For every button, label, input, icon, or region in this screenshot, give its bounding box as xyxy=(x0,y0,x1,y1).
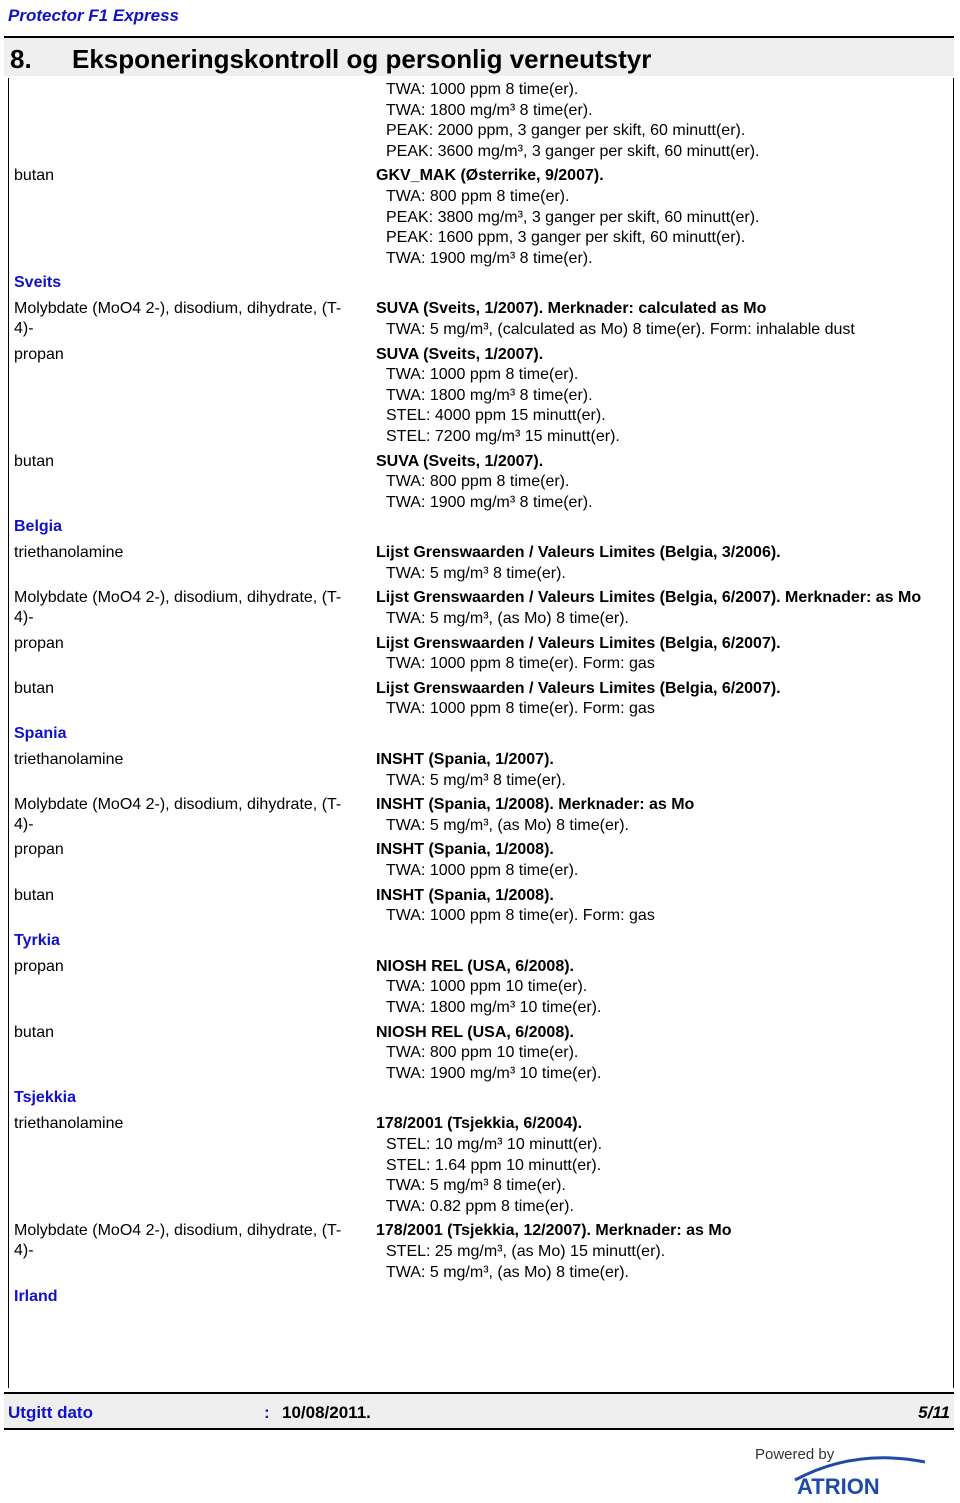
limit-details xyxy=(376,634,944,675)
exposure-limits-content xyxy=(14,80,944,1313)
limit-value: TWA: 5 mg/m³, (as Mo) 8 time(er). xyxy=(386,816,629,834)
limit-value: PEAK: 3800 mg/m³, 3 ganger per skift, 60 minutt(er). xyxy=(386,208,760,226)
limit-row xyxy=(14,957,944,1019)
limit-details xyxy=(376,166,944,269)
limit-row xyxy=(14,679,944,720)
limit-row xyxy=(14,750,944,791)
limit-value: STEL: 10 mg/m³ 10 minutt(er). xyxy=(386,1135,603,1153)
limit-details xyxy=(376,1114,944,1217)
limit-source: INSHT (Spania, 1/2008). xyxy=(376,886,554,904)
limit-source: SUVA (Sveits, 1/2007). xyxy=(376,452,544,470)
substance-name: propan xyxy=(14,634,64,652)
limit-value: TWA: 1000 ppm 8 time(er). xyxy=(386,366,579,384)
limit-row xyxy=(14,840,944,881)
country-block xyxy=(14,1088,944,1283)
country-block xyxy=(14,931,944,1085)
limit-row xyxy=(14,588,944,629)
limit-value: TWA: 1900 mg/m³ 8 time(er). xyxy=(386,249,593,267)
substance-name: Molybdate (MoO4 2-), disodium, dihydrate, (T-4)- xyxy=(14,1222,342,1260)
limit-value: TWA: 1900 mg/m³ 10 time(er). xyxy=(386,1064,602,1082)
limit-details xyxy=(376,80,944,162)
limit-source: Lijst Grenswaarden / Valeurs Limites (Belgia, 6/2007). xyxy=(376,679,781,697)
limit-row xyxy=(14,1023,944,1085)
limit-source: INSHT (Spania, 1/2007). xyxy=(376,751,554,769)
limit-row xyxy=(14,1221,944,1283)
substance-name: triethanolamine xyxy=(14,1115,124,1133)
page-number: 5/11 xyxy=(918,1403,950,1422)
limit-source: INSHT (Spania, 1/2008). xyxy=(376,841,554,859)
limit-row xyxy=(14,634,944,675)
limit-value: TWA: 1800 mg/m³ 10 time(er). xyxy=(386,998,602,1016)
limit-row xyxy=(14,345,944,448)
limit-row xyxy=(14,1114,944,1217)
limit-value: TWA: 1000 ppm 8 time(er). Form: gas xyxy=(386,907,655,925)
country-heading: Irland xyxy=(14,1288,58,1306)
limit-details xyxy=(376,1023,944,1085)
substance-name: butan xyxy=(14,1023,55,1041)
limit-source: NIOSH REL (USA, 6/2008). xyxy=(376,957,574,975)
substance-name: propan xyxy=(14,841,64,859)
substance-name: Molybdate (MoO4 2-), disodium, dihydrate, (T-4)- xyxy=(14,300,342,338)
limit-value: TWA: 5 mg/m³, (as Mo) 8 time(er). xyxy=(386,1263,629,1281)
limit-details xyxy=(376,679,944,720)
issue-date-label: Utgitt dato xyxy=(8,1403,93,1422)
limit-source: Lijst Grenswaarden / Valeurs Limites (Belgia, 6/2007). xyxy=(376,634,781,652)
substance-name: Molybdate (MoO4 2-), disodium, dihydrate, (T-4)- xyxy=(14,796,342,834)
country-block xyxy=(14,517,944,720)
section-header xyxy=(4,36,954,76)
limit-source: 178/2001 (Tsjekkia, 6/2004). xyxy=(376,1115,583,1133)
limit-value: TWA: 1800 mg/m³ 8 time(er). xyxy=(386,386,593,404)
issue-date-colon: : xyxy=(264,1403,270,1422)
limit-value: STEL: 7200 mg/m³ 15 minutt(er). xyxy=(386,427,620,445)
limit-row xyxy=(14,543,944,584)
limit-value: TWA: 5 mg/m³, (calculated as Mo) 8 time(er). Form: inhalable dust xyxy=(386,320,855,338)
limit-value: STEL: 1.64 ppm 10 minutt(er). xyxy=(386,1156,602,1174)
limit-details xyxy=(376,750,944,791)
limit-value: TWA: 800 ppm 10 time(er). xyxy=(386,1044,579,1062)
substance-name: butan xyxy=(14,886,55,904)
substance-name: propan xyxy=(14,957,64,975)
country-heading: Belgia xyxy=(14,518,63,536)
limit-value: PEAK: 2000 ppm, 3 ganger per skift, 60 minutt(er). xyxy=(386,122,746,140)
limit-details xyxy=(376,299,944,340)
limit-source: Lijst Grenswaarden / Valeurs Limites (Belgia, 3/2006). xyxy=(376,544,781,562)
limit-value: TWA: 1800 mg/m³ 8 time(er). xyxy=(386,101,593,119)
limit-value: TWA: 5 mg/m³ 8 time(er). xyxy=(386,564,566,582)
limit-source: Lijst Grenswaarden / Valeurs Limites (Belgia, 6/2007). Merknader: as Mo xyxy=(376,589,922,607)
limit-row xyxy=(14,80,944,162)
limit-value: TWA: 800 ppm 8 time(er). xyxy=(386,473,570,491)
limit-value: TWA: 800 ppm 8 time(er). xyxy=(386,187,570,205)
limit-value: PEAK: 1600 ppm, 3 ganger per skift, 60 minutt(er). xyxy=(386,229,746,247)
limit-value: PEAK: 3600 mg/m³, 3 ganger per skift, 60 minutt(er). xyxy=(386,142,760,160)
limit-value: TWA: 5 mg/m³ 8 time(er). xyxy=(386,1177,566,1195)
substance-name: butan xyxy=(14,452,55,470)
limit-details xyxy=(376,886,944,927)
limit-details xyxy=(376,957,944,1019)
limit-value: TWA: 1000 ppm 10 time(er). xyxy=(386,978,588,996)
limit-source: SUVA (Sveits, 1/2007). Merknader: calculated as Mo xyxy=(376,300,767,318)
country-block xyxy=(14,1287,944,1307)
product-title: Protector F1 Express xyxy=(8,6,180,25)
limit-value: TWA: 1900 mg/m³ 8 time(er). xyxy=(386,493,593,511)
limit-value: STEL: 4000 ppm 15 minutt(er). xyxy=(386,407,606,425)
limit-details xyxy=(376,345,944,448)
limit-row xyxy=(14,299,944,340)
atrion-logo-icon xyxy=(755,1440,960,1500)
powered-by-text: Powered by xyxy=(755,1446,835,1463)
limit-row xyxy=(14,795,944,836)
limit-details xyxy=(376,588,944,629)
country-heading: Spania xyxy=(14,725,67,743)
substance-name: propan xyxy=(14,345,64,363)
country-heading: Sveits xyxy=(14,274,62,292)
country-heading: Tsjekkia xyxy=(14,1089,76,1107)
limit-details xyxy=(376,795,944,836)
limit-details xyxy=(376,1221,944,1283)
limit-value: TWA: 0.82 ppm 8 time(er). xyxy=(386,1197,574,1215)
limit-source: NIOSH REL (USA, 6/2008). xyxy=(376,1023,574,1041)
limit-value: TWA: 1000 ppm 8 time(er). xyxy=(386,862,579,879)
limit-source: INSHT (Spania, 1/2008). Merknader: as Mo xyxy=(376,796,695,814)
limit-row xyxy=(14,166,944,269)
substance-name: triethanolamine xyxy=(14,544,124,562)
section-number: 8. xyxy=(10,44,32,74)
limit-value: TWA: 5 mg/m³, (as Mo) 8 time(er). xyxy=(386,610,629,628)
limit-source: GKV_MAK (Østerrike, 9/2007). xyxy=(376,167,604,185)
atrion-logo-text: ATRION xyxy=(797,1474,880,1499)
limit-value: TWA: 1000 ppm 8 time(er). xyxy=(386,81,579,98)
limit-source: 178/2001 (Tsjekkia, 12/2007). Merknader: as Mo xyxy=(376,1222,732,1240)
limit-value: TWA: 1000 ppm 8 time(er). Form: gas xyxy=(386,700,655,718)
limit-source: SUVA (Sveits, 1/2007). xyxy=(376,345,544,363)
substance-name: triethanolamine xyxy=(14,751,124,769)
substance-name xyxy=(14,80,376,162)
substance-name: butan xyxy=(14,167,55,185)
country-heading: Tyrkia xyxy=(14,931,60,949)
limit-value: TWA: 5 mg/m³ 8 time(er). xyxy=(386,771,566,789)
country-block xyxy=(14,273,944,513)
limit-row xyxy=(14,886,944,927)
issue-date-value: 10/08/2011. xyxy=(282,1403,371,1422)
limit-value: TWA: 1000 ppm 8 time(er). Form: gas xyxy=(386,655,655,673)
limit-details xyxy=(376,452,944,514)
powered-by-logo xyxy=(755,1440,960,1500)
section-title: Eksponeringskontroll og personlig verneutstyr xyxy=(72,44,652,74)
limit-row xyxy=(14,452,944,514)
limit-value: STEL: 25 mg/m³, (as Mo) 15 minutt(er). xyxy=(386,1242,666,1260)
substance-name: Molybdate (MoO4 2-), disodium, dihydrate, (T-4)- xyxy=(14,589,342,627)
limit-details xyxy=(376,543,944,584)
limit-details xyxy=(376,840,944,881)
country-block xyxy=(14,724,944,927)
substance-name: butan xyxy=(14,679,55,697)
footer-bar xyxy=(4,1392,954,1430)
